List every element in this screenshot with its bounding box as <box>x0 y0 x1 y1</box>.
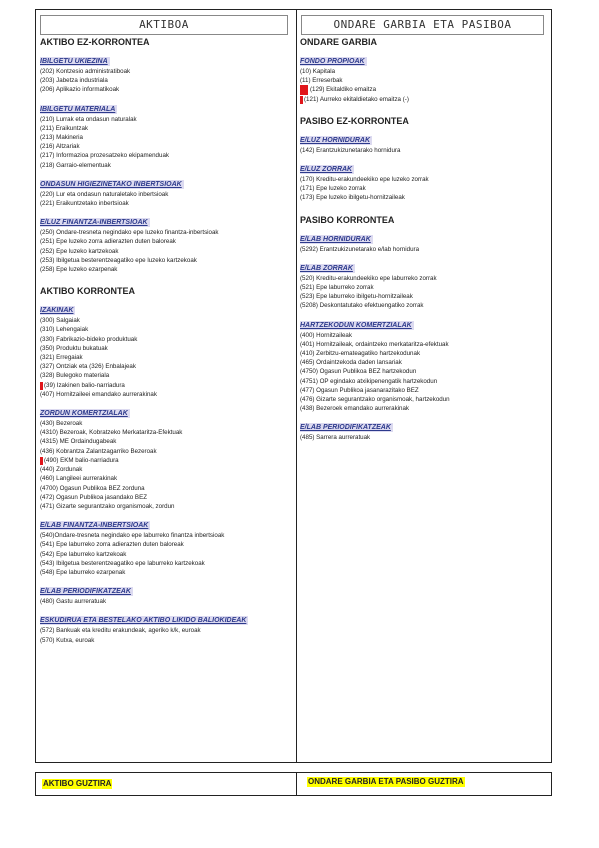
subsection-row <box>300 155 550 175</box>
account-line: (401) Hornitzaileak, ordaintzeko merkataritza-efektuak <box>300 340 449 348</box>
account-line: (472) Ogasun Publikoa jasandako BEZ <box>40 493 147 501</box>
account-line: (400) Hornitzaileak <box>300 331 352 339</box>
section-heading: ONDARE GARBIA <box>300 37 378 47</box>
account-line: (460) Langileei aurrerakinak <box>40 475 118 483</box>
account-line: (5208) Deskontatutako efektuengatiko zorrak <box>300 302 424 310</box>
subsection-row <box>300 413 550 433</box>
account-line: (10) Kapitala <box>300 68 336 75</box>
account-line: (485) Sarrera aurreratuak <box>300 434 371 442</box>
subsection-heading: ZORDUN KOMERTZIALAK <box>40 410 128 418</box>
account-line-text: (129) Ekitaldiko emaitza <box>310 86 377 94</box>
account-line: (477) Ogasun Publikoa jasanarazitako BEZ <box>300 386 419 394</box>
account-line: (328) Bulegoko materiala <box>40 372 110 380</box>
total-assets-box <box>35 772 297 796</box>
subsection-row <box>40 606 292 626</box>
account-line: (218) Garraio-elementuak <box>40 161 111 169</box>
equity-liabilities-title: ONDARE GARBIA ETA PASIBOA <box>301 15 544 35</box>
subsection-heading: E/LUZ HORNIDURAK <box>300 136 370 144</box>
subsection-row <box>40 95 292 115</box>
red-marker <box>300 96 303 104</box>
subsection-heading: IBILGETU UKIEZINA <box>40 58 108 65</box>
subsection-row <box>300 48 550 67</box>
subsection-heading: E/LAB PERIODIFIKATZEAK <box>40 588 131 596</box>
account-line: (217) Informazioa prozesatzeko ekipamenduak <box>40 152 169 160</box>
account-line: (327) Ontziak eta (326) Enbalajeak <box>40 363 136 371</box>
total-equity-liabilities-label: ONDARE GARBIA ETA PASIBO GUZTIRA <box>308 777 464 786</box>
account-line: (436) Kobrantza Zalantzagarriko Bezeroak <box>40 447 157 455</box>
account-line: (572) Bankuak eta kreditu erakundeak, ageriko k/k, euroak <box>40 627 201 635</box>
subsection-row <box>40 48 292 67</box>
subsection-row <box>300 226 550 245</box>
account-line: (541) Epe laburreko zorra adierazten duten baloreak <box>40 541 184 549</box>
account-line <box>40 456 292 465</box>
account-line: (330) Fabrikazio-bideko produktuak <box>40 335 138 343</box>
subsection-heading: ESKUDIRUA ETA BESTELAKO AKTIBO LIKIDO BALIOKIDEAK <box>40 617 247 625</box>
account-line: (216) Altzariak <box>40 143 80 151</box>
assets-list <box>40 37 292 645</box>
subsection-heading: E/LUZ FINANTZA-INBERTSIOAK <box>40 219 148 227</box>
account-line: (543) Ibilgetua besterentzeagatiko epe laburreko kartzekoak <box>40 559 205 567</box>
subsection-heading: E/LAB ZORRAK <box>300 264 353 272</box>
account-line: (253) Ibilgetua besterentzeagatiko epe luzeko kartzekoak <box>40 256 197 264</box>
subsection-row <box>300 127 550 146</box>
account-line: (548) Epe laburreko ezarpenak <box>40 568 126 576</box>
subsection-heading: E/LAB FINANTZA-INBERTSIOAK <box>40 522 149 530</box>
red-marker <box>40 382 43 390</box>
section-heading: PASIBO KORRONTEA <box>300 214 395 225</box>
total-equity-liabilities-box <box>296 772 552 796</box>
account-line: (251) Epe luzeko zorra adierazten duten baloreak <box>40 238 176 246</box>
subsection-heading: FONDO PROPIOAK <box>300 58 365 65</box>
account-line: (430) Bezeroak <box>40 420 83 428</box>
account-line: (11) Erreserbak <box>300 77 343 85</box>
section-heading: PASIBO EZ-KORRONTEA <box>300 115 409 126</box>
subsection-row <box>40 170 292 190</box>
account-line: (4750) Ogasun Publikoa BEZ hartzekodun <box>300 368 417 376</box>
column-divider <box>296 9 297 763</box>
account-line: (523) Epe laburreko ibilgetu-hornitzaileak <box>300 293 413 301</box>
account-line: (250) Ondare-tresneta negindako epe luzeko finantza-inbertsioak <box>40 229 219 237</box>
section-heading: AKTIBO KORRONTEA <box>40 286 135 297</box>
account-line: (476) Gizarte segurantzako organismoak, hartzekodun <box>300 396 450 404</box>
account-line: (520) Kreditu-erakundeekiko epe laburreko zorrak <box>300 274 437 282</box>
account-line: (440) Zordunak <box>40 466 83 474</box>
account-line: (213) Makineria <box>40 134 83 142</box>
total-assets-label: AKTIBO GUZTIRA <box>43 779 112 788</box>
account-line: (407) Hornitzaileei emandako aurrerakinak <box>40 390 157 398</box>
account-line <box>300 85 550 94</box>
account-line: (5292) Erantzukizunetarako e/lab hornidura <box>300 245 420 253</box>
account-line <box>40 381 292 390</box>
account-line: (202) Kontzesio administratiboak <box>40 68 131 75</box>
subsection-heading: E/LUZ ZORRAK <box>300 166 353 174</box>
subsection-heading: E/LAB PERIODIFIKATZEAK <box>300 424 391 432</box>
account-line-text: (490) EKM balio-narriadura <box>44 456 119 464</box>
account-line: (521) Epe laburreko zorrak <box>300 284 374 292</box>
equity-liabilities-list <box>300 37 550 443</box>
account-line <box>300 95 550 104</box>
subsection-row <box>40 399 292 419</box>
account-line: (171) Epe luzeko zorrak <box>300 185 366 193</box>
subsection-row <box>300 311 550 331</box>
account-line: (220) Lur eta ondasun naturaletako inbertsioak <box>40 190 169 198</box>
account-line: (170) Kreditu-erakundeekiko epe luzeko zorrak <box>300 176 429 184</box>
red-marker <box>40 457 43 465</box>
subsection-heading: ONDASUN HIGIEZINETAKO INBERTSIOAK <box>40 180 182 188</box>
account-line: (300) Salgaiak <box>40 317 80 325</box>
subsection-heading: HARTZEKODUN KOMERTZIALAK <box>300 321 412 329</box>
subsection-row <box>300 254 550 274</box>
subsection-heading: IBILGETU MATERIALA <box>40 105 116 113</box>
account-line: (252) Epe luzeko kartzekoak <box>40 247 119 255</box>
account-line: (206) Aplikazio informatikoak <box>40 86 120 94</box>
account-line: (350) Produktu bukatuak <box>40 344 108 352</box>
section-heading: AKTIBO EZ-KORRONTEA <box>40 37 150 47</box>
assets-title: AKTIBOA <box>40 15 288 35</box>
account-line-text: (39) Izakinen balio-narriadura <box>44 381 125 389</box>
subsection-row <box>40 208 292 228</box>
subsection-heading: E/LAB HORNIDURAK <box>300 235 371 243</box>
account-line: (310) Lehengaiak <box>40 326 89 334</box>
account-line: (4310) Bezeroak, Kobratzeko Merkataritza-Efektuak <box>40 429 183 437</box>
account-line: (173) Epe luzeko ibilgetu-hornitzaileak <box>300 194 405 202</box>
account-line-text: (121) Aurreko ekitaldietako emaitza (-) <box>304 95 409 103</box>
account-line: (542) Epe laburreko kartzekoak <box>40 550 127 558</box>
account-line: (471) Gizarte segurantzako organismoak, zordun <box>40 502 175 510</box>
subsection-heading: IZAKINAK <box>40 307 74 315</box>
account-line: (540)Ondare-tresneta negindako epe laburreko finantza inbertsioak <box>40 532 225 540</box>
subsection-row <box>40 511 292 531</box>
account-line: (321) Erregaiak <box>40 354 83 362</box>
account-line: (4315) ME Ordaindugabeak <box>40 438 117 446</box>
account-line: (258) Epe luzeko ezarpenak <box>40 266 118 274</box>
account-line: (570) Kutxa, euroak <box>40 636 95 644</box>
account-line: (465) Ordaintzekoda daden lansariak <box>300 359 402 367</box>
account-line: (480) Gastu aurreratuak <box>40 598 107 606</box>
account-line: (410) Zerbitzu-emateagatiko hartzekodunak <box>300 350 421 358</box>
account-line: (438) Bezeroek emandako aurrerakinak <box>300 405 410 413</box>
account-line: (203) Jabetza industriala <box>40 77 108 85</box>
account-line: (210) Lurrak eta ondasun naturalak <box>40 115 137 123</box>
subsection-row <box>40 577 292 597</box>
account-line: (4700) Ogasun Publikoa BEZ zorduna <box>40 484 145 492</box>
account-line: (4751) OP egindako atxikipenengatik hartzekodun <box>300 377 438 385</box>
account-line: (221) Eraikuntzetako inbertsioak <box>40 200 129 208</box>
subsection-row <box>40 297 292 316</box>
account-line: (211) Eraikuntzak <box>40 124 89 132</box>
account-line: (142) Erantzukizunetarako hornidura <box>300 146 401 154</box>
